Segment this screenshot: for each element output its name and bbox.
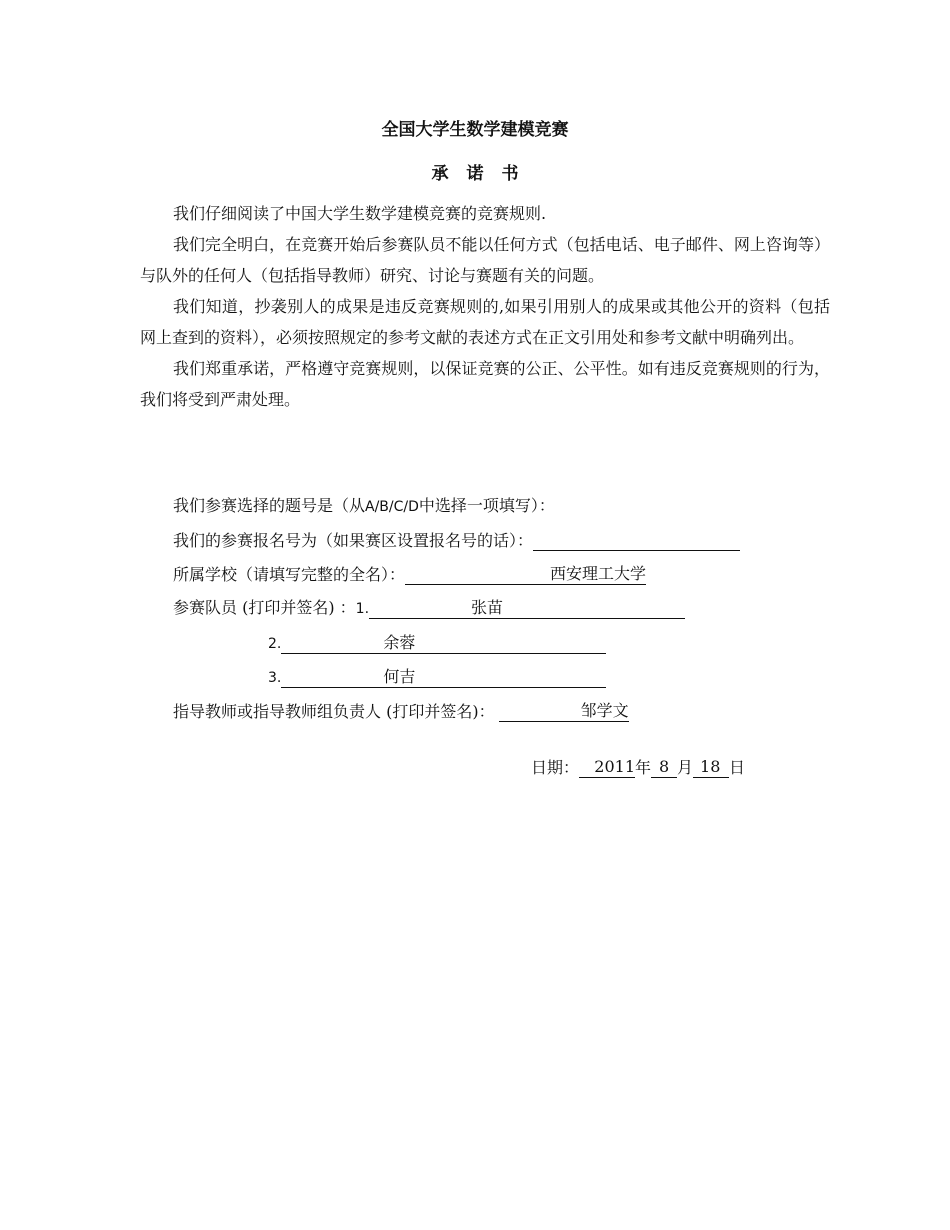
members-label: 参赛队员 (打印并签名) ： [173,598,356,617]
member-line-1 [173,598,685,619]
paragraph-2: 我们完全明白，在竞赛开始后参赛队员不能以任何方式（包括电话、电子邮件、网上咨询等）与队外的任何人（包括指导教师）研究、讨论与赛题有关的问题。 [140,235,830,285]
date-day: 18 [700,757,721,776]
problem-choice-label-pre: 我们参赛选择的题号是（从 [173,496,366,515]
school-field[interactable] [405,565,646,585]
member-line-2 [268,633,606,654]
date-month-unit: 月 [677,758,694,777]
date-month: 8 [659,757,670,776]
date-year-unit: 年 [635,758,652,777]
registration-line [173,531,740,551]
school-label: 所属学校（请填写完整的全名）： [173,565,406,584]
member-field-2[interactable] [281,634,606,654]
date-label: 日期： [531,758,580,777]
advisor-field[interactable] [499,702,629,722]
problem-choice-label-latin: A/B/C/D [365,499,419,515]
member-index-3: 3. [268,670,282,686]
school-line [173,565,646,585]
member-field-3[interactable] [281,668,606,688]
problem-choice-label-post: 中选择一项填写）： [418,496,555,515]
paragraph-1: 我们仔细阅读了中国大学生数学建模竞赛的竞赛规则. [173,204,547,223]
member-index-2: 2. [268,636,282,652]
advisor-value: 邹学文 [580,701,629,720]
member-index-1: 1. [355,601,370,617]
member-line-3 [268,667,606,688]
paragraph-3: 我们知道，抄袭别人的成果是违反竞赛规则的,如果引用别人的成果或其他公开的资料（包括网上查到的资料），必须按照规定的参考文献的表述方式在正文引用处和参考文献中明确列出。 [140,297,830,347]
problem-choice-line [173,496,555,517]
member-name-1: 张苗 [471,598,504,617]
date-year-field[interactable] [579,758,635,778]
paragraph-4: 我们郑重承诺，严格遵守竞赛规则，以保证竞赛的公正、公平性。如有违反竞赛规则的行为，我们将受到严肃处理。 [140,359,830,409]
member-name-3: 何吉 [383,667,416,686]
registration-field[interactable] [533,531,740,551]
date-day-unit: 日 [729,758,746,777]
advisor-label: 指导教师或指导教师组负责人 (打印并签名)： [173,702,495,721]
document-subtitle: 承诺书 [431,164,537,184]
date-year: 2011 [594,757,636,776]
school-value: 西安理工大学 [550,564,647,583]
advisor-line [173,702,629,722]
member-name-2: 余蓉 [383,633,416,652]
date-day-field[interactable] [693,758,729,778]
date-month-field[interactable] [651,758,677,778]
member-field-1[interactable] [369,599,685,619]
pledge-body [140,198,830,415]
date-line [531,758,745,778]
document-title: 全国大学生数学建模竞赛 [381,120,569,140]
registration-label: 我们的参赛报名号为（如果赛区设置报名号的话）： [173,531,534,550]
